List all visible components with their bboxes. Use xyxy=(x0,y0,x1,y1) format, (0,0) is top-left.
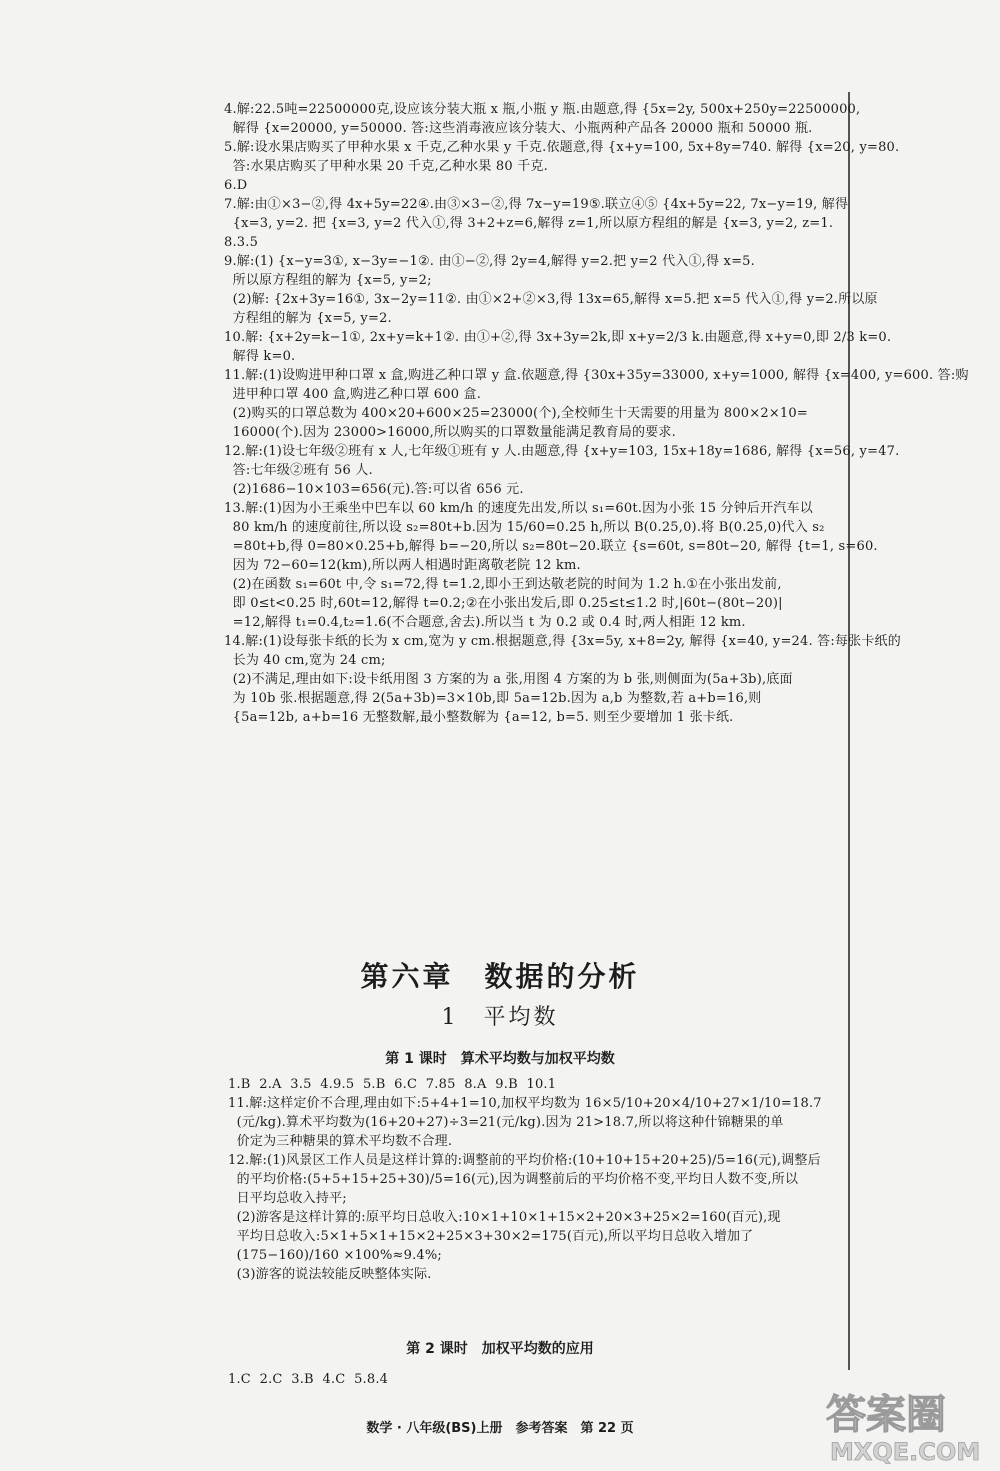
answer-line: 7.解:由①×3−②,得 4x+5y=22④.由③×3−②,得 7x−y=19⑤.联立④⑤ {4x+5y=22, 7x−y=19, 解得 xyxy=(224,197,849,212)
answer-line: 长为 40 cm,宽为 24 cm; xyxy=(224,653,386,668)
lesson-2-answers xyxy=(228,1370,388,1389)
answer-line: 即 0≤t<0.25 时,60t=12,解得 t=0.2;②在小张出发后,即 0.25≤t≤1.2 时,|60t−(80t−20)| xyxy=(224,596,783,611)
answer-line: 13.解:(1)因为小王乘坐中巴车以 60 km/h 的速度先出发,所以 s₁=60t.因为小张 15 分钟后开汽车以 xyxy=(224,501,813,516)
answer-line: (元/kg).算术平均数为(16+20+27)÷3=21(元/kg).因为 21>18.7,所以将这种什锦糖果的单 xyxy=(228,1115,784,1130)
answer-line: 10.解: {x+2y=k−1①, 2x+y=k+1②. 由①+②,得 3x+3y=2k,即 x+y=2/3 k.由题意,得 x+y=0,即 2/3 k=0. xyxy=(224,330,892,345)
answer-line: =12,解得 t₁=0.4,t₂=1.6(不合题意,舍去).所以当 t 为 0.2 或 0.4 时,两人相距 12 km. xyxy=(224,615,746,630)
answer-line: (2)游客是这样计算的:原平均日总收入:10×1+10×1+15×2+20×3+25×2=160(百元),现 xyxy=(228,1210,781,1225)
answer-line: (2)购买的口罩总数为 400×20+600×25=23000(个),全校师生十天需要的用量为 800×2×10= xyxy=(224,406,808,421)
section-title: 1 平均数 xyxy=(441,1005,559,1030)
answer-line: (2)解: {2x+3y=16①, 3x−2y=11②. 由①×2+②×3,得 13x=65,解得 x=5.把 x=5 代入①,得 y=2.所以原 xyxy=(224,292,878,307)
watermark-logo xyxy=(818,1378,998,1468)
answer-line: =80t+b,得 0=80×0.25+b,解得 b=−20,所以 s₂=80t−20.联立 {s=60t, s=80t−20, 解得 {t=1, s=60. xyxy=(224,539,878,554)
answer-line: (2)1686−10×103=656(元).答:可以省 656 元. xyxy=(224,482,524,497)
answer-line: 14.解:(1)设每张卡纸的长为 x cm,宽为 y cm.根据题意,得 {3x=5y, x+8=2y, 解得 {x=40, y=24. 答:每张卡纸的 xyxy=(224,634,901,649)
answer-line: (175−160)/160 ×100%≈9.4%; xyxy=(228,1248,443,1263)
answer-line: 80 km/h 的速度前往,所以设 s₂=80t+b.因为 15/60=0.25 h,所以 B(0.25,0).将 B(0.25,0)代入 s₂ xyxy=(224,520,825,535)
answer-line: 11.解:(1)设购进甲种口罩 x 盒,购进乙种口罩 y 盒.依题意,得 {30x+35y=33000, x+y=1000, 解得 {x=400, y=600. 答:购 xyxy=(224,368,969,383)
answer-line: 答:水果店购买了甲种水果 20 千克,乙种水果 80 千克. xyxy=(224,159,548,174)
answer-line: 1.B 2.A 3.5 4.9.5 5.B 6.C 7.85 8.A 9.B 10.1 xyxy=(228,1077,557,1092)
answer-line: 的平均价格:(5+5+15+25+30)/5=16(元),因为调整前后的平均价格不变,平均日人数不变,所以 xyxy=(228,1172,799,1187)
answer-line: {5a=12b, a+b=16 无整数解,最小整数解为 {a=12, b=5. 则至少要增加 1 张卡纸. xyxy=(224,710,734,725)
answers-top-block xyxy=(224,100,969,727)
answer-line: 答:七年级②班有 56 人. xyxy=(224,463,373,478)
answer-line: 进甲种口罩 400 盒,购进乙种口罩 600 盒. xyxy=(224,387,482,402)
answer-line: 因为 72−60=12(km),所以两人相遇时距离敬老院 12 km. xyxy=(224,558,581,573)
answer-line: 12.解:(1)风景区工作人员是这样计算的:调整前的平均价格:(10+10+15+20+25)/5=16(元),调整后 xyxy=(228,1153,821,1168)
lesson-1-title: 第 1 课时 算术平均数与加权平均数 xyxy=(385,1051,615,1067)
answer-line: 平均日总收入:5×1+5×1+15×2+25×3+30×2=175(百元),所以平均日总收入增加了 xyxy=(228,1229,754,1244)
answer-line: (2)在函数 s₁=60t 中,令 s₁=72,得 t=1.2,即小王到达敬老院的时间为 1.2 h.①在小张出发前, xyxy=(224,577,782,592)
answer-line: 5.解:设水果店购买了甲种水果 x 千克,乙种水果 y 千克.依题意,得 {x+y=100, 5x+8y=740. 解得 {x=20, y=80. xyxy=(224,140,900,155)
answer-line: 所以原方程组的解为 {x=5, y=2; xyxy=(224,273,432,288)
answer-line: 日平均总收入持平; xyxy=(228,1191,347,1206)
page-footer: 数学 · 八年级(BS)上册 参考答案 第 22 页 xyxy=(366,1421,634,1436)
answer-line: 4.解:22.5吨=22500000克,设应该分装大瓶 x 瓶,小瓶 y 瓶.由题意,得 {5x=2y, 500x+250y=22500000, xyxy=(224,102,861,117)
answer-line: 8.3.5 xyxy=(224,235,259,250)
chapter-title: 第六章 数据的分析 xyxy=(360,960,640,993)
answer-line: (2)不满足,理由如下:设卡纸用图 3 方案的为 a 张,用图 4 方案的为 b 张,则侧面为(5a+3b),底面 xyxy=(224,672,793,687)
answer-line: 16000(个).因为 23000>16000,所以购买的口罩数量能满足教育局的要求. xyxy=(224,425,676,440)
answer-line: 解得 k=0. xyxy=(224,349,296,364)
answer-line: 方程组的解为 {x=5, y=2. xyxy=(224,311,392,326)
answer-line: 解得 {x=20000, y=50000. 答:这些消毒液应该分装大、小瓶两种产品各 20000 瓶和 50000 瓶. xyxy=(224,121,813,136)
answer-line: 9.解:(1) {x−y=3①, x−3y=−1②. 由①−②,得 2y=4,解得 y=2.把 y=2 代入①,得 x=5. xyxy=(224,254,755,269)
watermark-big-text: 答案圈 xyxy=(826,1392,946,1438)
answer-line: (3)游客的说法较能反映整体实际. xyxy=(228,1267,432,1282)
watermark-small-text: MXQE.COM xyxy=(830,1438,981,1466)
answer-line: 6.D xyxy=(224,178,248,193)
lesson-1-answers xyxy=(228,1075,822,1284)
answer-line: 1.C 2.C 3.B 4.C 5.8.4 xyxy=(228,1372,389,1387)
lesson-2-title: 第 2 课时 加权平均数的应用 xyxy=(406,1341,594,1357)
answer-line: 11.解:这样定价不合理,理由如下:5+4+1=10,加权平均数为 16×5/10+20×4/10+27×1/10=18.7 xyxy=(228,1096,822,1111)
answer-line: 价定为三种糖果的算术平均数不合理. xyxy=(228,1134,453,1149)
answer-line: 12.解:(1)设七年级②班有 x 人,七年级①班有 y 人.由题意,得 {x+y=103, 15x+18y=1686, 解得 {x=56, y=47. xyxy=(224,444,900,459)
answer-line: {x=3, y=2. 把 {x=3, y=2 代入①,得 3+2+z=6,解得 z=1,所以原方程组的解是 {x=3, y=2, z=1. xyxy=(224,216,834,231)
answer-line: 为 10b 张.根据题意,得 2(5a+3b)=3×10b,即 5a=12b.因为 a,b 为整数,若 a+b=16,则 xyxy=(224,691,762,706)
